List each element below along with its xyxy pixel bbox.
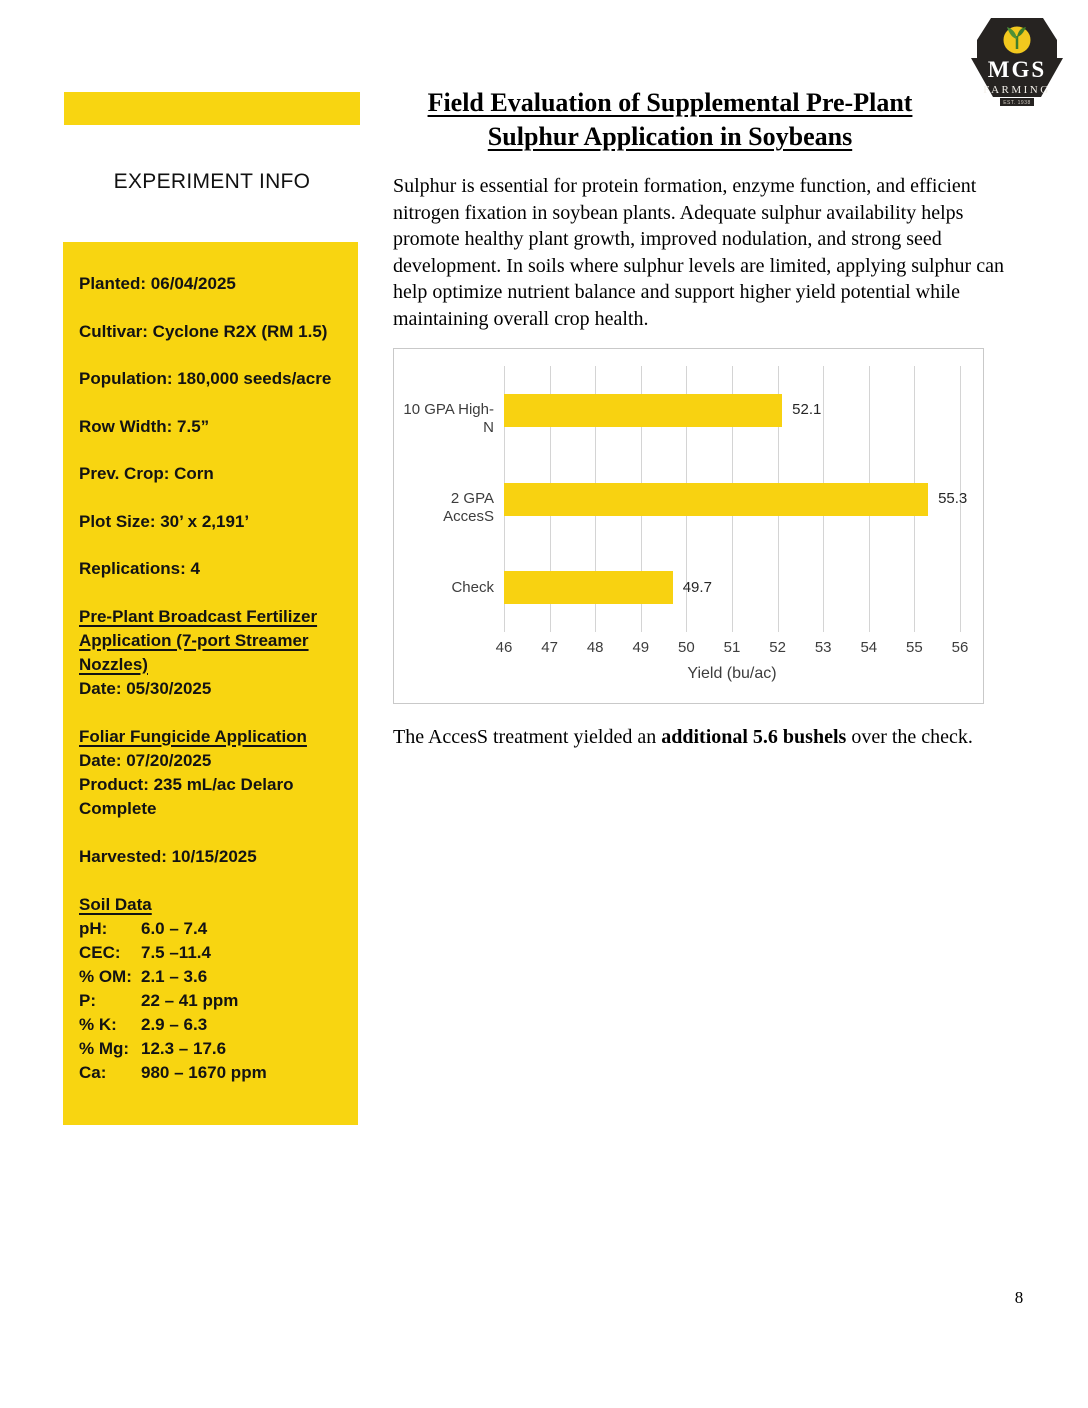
soil-row [79, 965, 346, 989]
page-title-line1: Field Evaluation of Supplemental Pre-Plant [427, 88, 913, 117]
soil-value: 22 – 41 ppm [141, 990, 239, 1010]
bar-value-label: 49.7 [682, 578, 712, 596]
soil-data-section [79, 893, 346, 1085]
x-tick-label: 48 [586, 639, 604, 656]
experiment-info-list [79, 272, 346, 581]
info-item: Plot Size: 30’ x 2,191’ [79, 511, 250, 531]
soil-value: 980 – 1670 ppm [141, 1062, 267, 1082]
category-label: Check [451, 578, 494, 596]
application-title: Pre-Plant Broadcast Fertilizer Application (7-port Streamer Nozzles) [79, 606, 318, 674]
x-tick-label: 46 [495, 639, 513, 656]
application-sections [79, 605, 346, 821]
experiment-info-box [63, 242, 358, 1125]
x-tick-label: 50 [678, 639, 695, 656]
bar-value-label: 52.1 [792, 401, 822, 419]
x-tick-label: 54 [860, 639, 878, 656]
page-title [368, 86, 972, 154]
sidebar-accent-bar [64, 92, 360, 125]
mgs-farming-logo [971, 15, 1063, 109]
svg-text:MGS: MGS [987, 57, 1047, 82]
soil-label: pH: [79, 918, 108, 938]
soil-row [79, 989, 346, 1013]
conclusion-bold: additional 5.6 bushels [661, 726, 847, 748]
conclusion-text: The AccesS treatment yielded an additional 5.6 bushels over the check. [393, 726, 973, 748]
info-item: Replications: 4 [79, 559, 200, 578]
bar [504, 394, 782, 427]
application-line: Product: 235 mL/ac Delaro Complete [79, 774, 294, 818]
sidebar-heading: EXPERIMENT INFO [113, 170, 311, 193]
soil-row [79, 1037, 346, 1061]
soil-row [79, 1013, 346, 1037]
info-item: Population: 180,000 seeds/acre [79, 369, 332, 388]
yield-bar-chart [393, 348, 984, 704]
x-tick-label: 52 [769, 639, 786, 656]
soil-row [79, 941, 346, 965]
soil-label: CEC: [79, 942, 121, 962]
x-tick-label: 49 [632, 639, 650, 656]
soil-row [79, 917, 346, 941]
soil-data-heading: Soil Data [79, 894, 152, 914]
soil-label: P: [79, 990, 96, 1010]
soil-value: 2.9 – 6.3 [141, 1014, 208, 1034]
soil-value: 12.3 – 17.6 [141, 1038, 227, 1058]
info-item: Row Width: 7.5” [79, 416, 210, 436]
harvested-line: Harvested: 10/15/2025 [79, 846, 257, 866]
soil-value: 2.1 – 3.6 [141, 966, 208, 986]
soil-label: Ca: [79, 1062, 107, 1082]
application-line: Date: 07/20/2025 [79, 750, 212, 770]
x-tick-label: 55 [906, 639, 923, 656]
x-axis-label: Yield (bu/ac) [687, 665, 777, 682]
info-item: Planted: 06/04/2025 [79, 274, 236, 293]
logo-badge-icon [971, 15, 1063, 109]
application-block [79, 725, 346, 821]
x-tick-label: 53 [814, 639, 832, 656]
x-tick-label: 51 [723, 639, 741, 656]
svg-text:EST. 1938: EST. 1938 [1003, 100, 1031, 106]
application-block [79, 605, 346, 701]
info-item: Cultivar: Cyclone R2X (RM 1.5) [79, 321, 328, 341]
page-title-line2: Sulphur Application in Soybeans [487, 122, 853, 151]
bar [504, 483, 928, 516]
x-tick-label: 47 [541, 639, 558, 656]
soil-value: 6.0 – 7.4 [141, 918, 208, 938]
application-line: Date: 05/30/2025 [79, 678, 212, 698]
application-title: Foliar Fungicide Application [79, 726, 307, 746]
svg-text:FARMING: FARMING [983, 84, 1051, 96]
soil-label: % K: [79, 1014, 117, 1034]
x-tick-label: 56 [951, 639, 969, 656]
category-label: 10 GPA High-N [403, 401, 494, 437]
soil-value: 7.5 –11.4 [141, 942, 211, 962]
info-item: Prev. Crop: Corn [79, 464, 214, 483]
category-label: 2 GPA AccesS [443, 490, 494, 525]
soil-data-rows [79, 917, 346, 1085]
bar [504, 571, 673, 604]
bar-value-label: 55.3 [938, 490, 968, 507]
soil-label: % OM: [79, 966, 132, 986]
page-number: 8 [1014, 1288, 1024, 1307]
soil-label: % Mg: [79, 1038, 130, 1058]
intro-paragraph: Sulphur is essential for protein formation, enzyme function, and efficient nitrogen fixation in soybean plants. Adequate sulphur availability helps promote healthy plant growth, improved nodulation, and strong seed development. In soils where sulphur levels are limited, applying sulphur can help optimize nutrient balance and support higher yield potential while maintaining overall crop health. [393, 175, 1004, 330]
soil-row [79, 1061, 346, 1085]
